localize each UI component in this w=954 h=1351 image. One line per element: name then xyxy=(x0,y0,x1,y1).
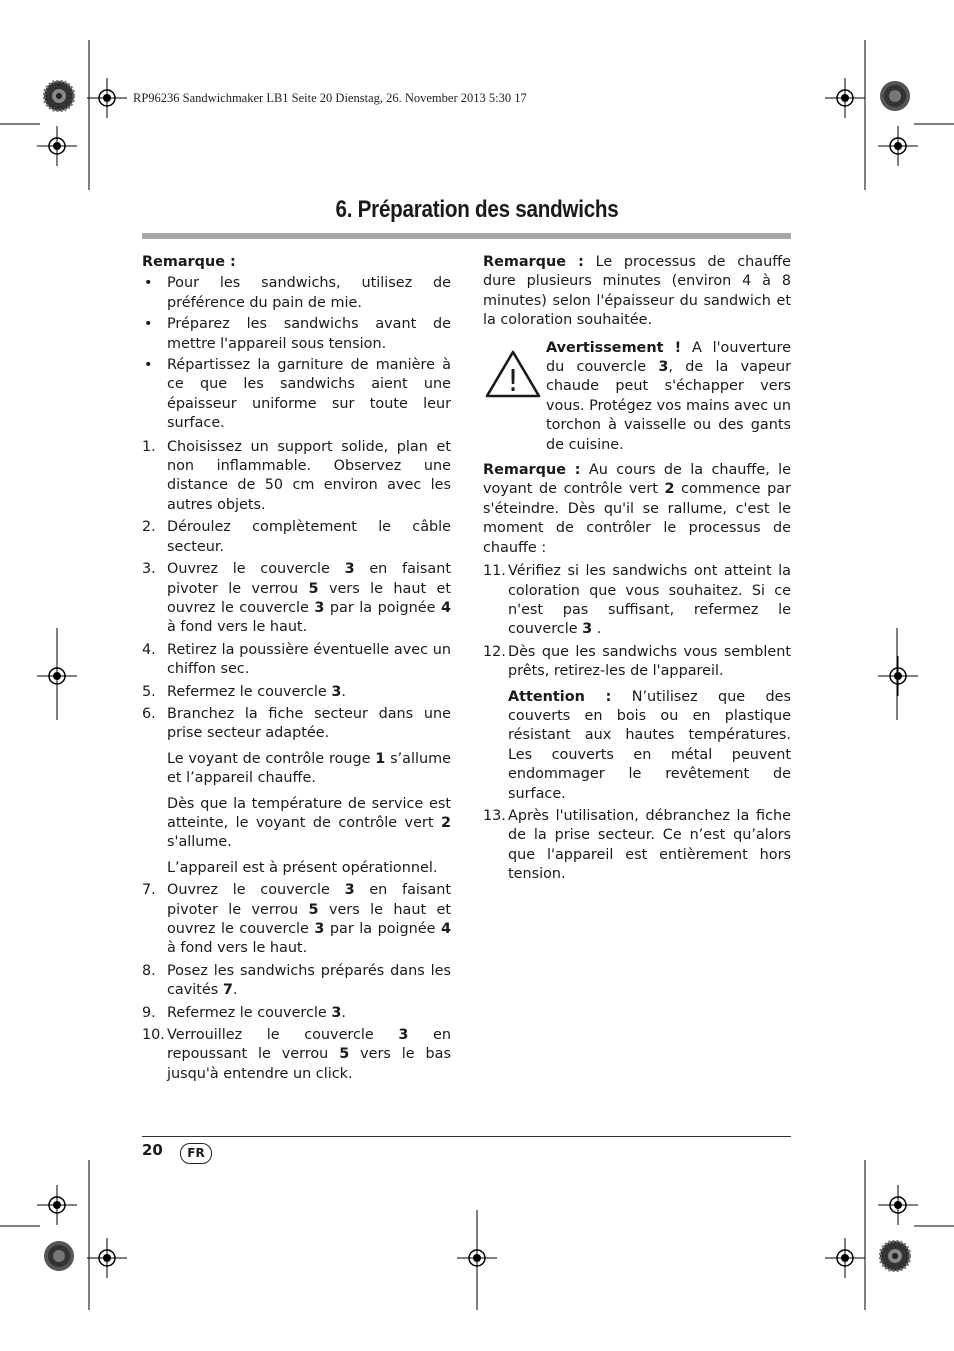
step-item: 11. Vérifiez si les sandwichs ont atteint la coloration que vous souhaitez. Si ce n'est pas suffisant, refermez le couvercle 3 . xyxy=(483,563,791,638)
note-paragraph: Remarque : Le processus de chauffe dure plusieurs minutes (environ 4 à 8 minutes) selon l'épaisseur du sandwich et la coloration souhaitée. xyxy=(483,254,791,329)
right-column xyxy=(483,253,791,888)
step-item: 10. Verrouillez le couvercle 3 en repoussant le verrou 5 vers le bas jusqu'à entendre un click. xyxy=(142,1027,451,1082)
step-item: 12. Dès que les sandwichs vous semblent prêts, retirez-les de l'appareil. Attention : N’utilisez que des couverts en bois ou en plastique résistant aux hautes températures. Les couverts en métal peuvent endommager le revêtement de surface. xyxy=(483,643,791,802)
note-paragraph: Remarque : Au cours de la chauffe, le voyant de contrôle vert 2 commence par s'éteindre. Dès qu'il se rallume, c'est le moment de contrôler le processus de chauffe : xyxy=(483,462,791,556)
step-item: 3. Ouvrez le couvercle 3 en faisant pivoter le verrou 5 vers le haut et ouvrez le couvercle 3 par la poignée 4 à fond vers le haut. xyxy=(142,561,452,636)
bullet-icon: • xyxy=(144,316,153,333)
page-number: 20 xyxy=(142,1141,163,1159)
title-underline-bar xyxy=(142,233,791,239)
left-column xyxy=(142,253,451,1087)
section-title: 6. Préparation des sandwichs xyxy=(335,196,619,223)
bullet-icon: • xyxy=(144,357,153,374)
calibration-target-icon xyxy=(879,1240,911,1272)
step-item: 4. Retirez la poussière éventuelle avec un chiffon sec. xyxy=(142,641,451,678)
step-item: 6. Branchez la fiche secteur dans une prise secteur adaptée. Le voyant de contrôle rouge 1 s’allume et l’appareil chauffe. Dès que la température de service est atteinte, le voyant de contrôle vert 2 s'allume. L’appareil est à présent opérationnel. xyxy=(142,705,451,876)
note-bullet-list xyxy=(142,274,451,433)
svg-text:!: ! xyxy=(506,363,520,399)
print-header: RP96236 Sandwichmaker LB1 Seite 20 Dienstag, 26. November 2013 5:30 17 xyxy=(133,91,527,105)
step-item: 8. Posez les sandwichs préparés dans les cavités 7. xyxy=(142,962,451,999)
step-item: 13. Après l'utilisation, débranchez la fiche de la prise secteur. Ce n’est qu’alors que l'appareil est entièrement hors tension. xyxy=(483,807,791,883)
step-list xyxy=(142,438,451,1085)
language-badge: FR xyxy=(180,1143,212,1164)
warning-block: ! Avertissement ! A l'ouverture du couvercle 3, de la vapeur chaude peut s'échapper vers vous. Protégez vos mains avec un torchon à vaisselle ou des gants de cuisine. xyxy=(483,339,791,455)
step-list xyxy=(483,562,791,885)
calibration-target-icon xyxy=(43,80,75,112)
bullet-icon: • xyxy=(144,275,153,292)
calibration-target-icon xyxy=(43,1240,75,1272)
calibration-target-icon xyxy=(879,80,911,112)
list-item: • Répartissez la garniture de manière à ce que les sandwichs aient une épaisseur uniforme sur toute leur surface. xyxy=(144,357,451,432)
note-label: Remarque : xyxy=(142,254,236,270)
step-item: 7. Ouvrez le couvercle 3 en faisant pivoter le verrou 5 vers le haut et ouvrez le couvercle 3 par la poignée 4 à fond vers le haut. xyxy=(142,882,452,957)
footer-rule xyxy=(142,1136,791,1137)
step-item: 9. Refermez le couvercle 3. xyxy=(142,1004,346,1021)
step-item: 1. Choisissez un support solide, plan et non inflammable. Observez une distance de 50 cm environ avec les autres objets. xyxy=(142,438,451,513)
step-item: 5. Refermez le couvercle 3. xyxy=(142,683,346,700)
warning-triangle-icon xyxy=(485,349,541,399)
step-item: 2. Déroulez complètement le câble secteur. xyxy=(142,519,451,555)
list-item: • Préparez les sandwichs avant de mettre l'appareil sous tension. xyxy=(144,316,451,352)
list-item: • Pour les sandwichs, utilisez de préférence du pain de mie. xyxy=(144,275,451,311)
